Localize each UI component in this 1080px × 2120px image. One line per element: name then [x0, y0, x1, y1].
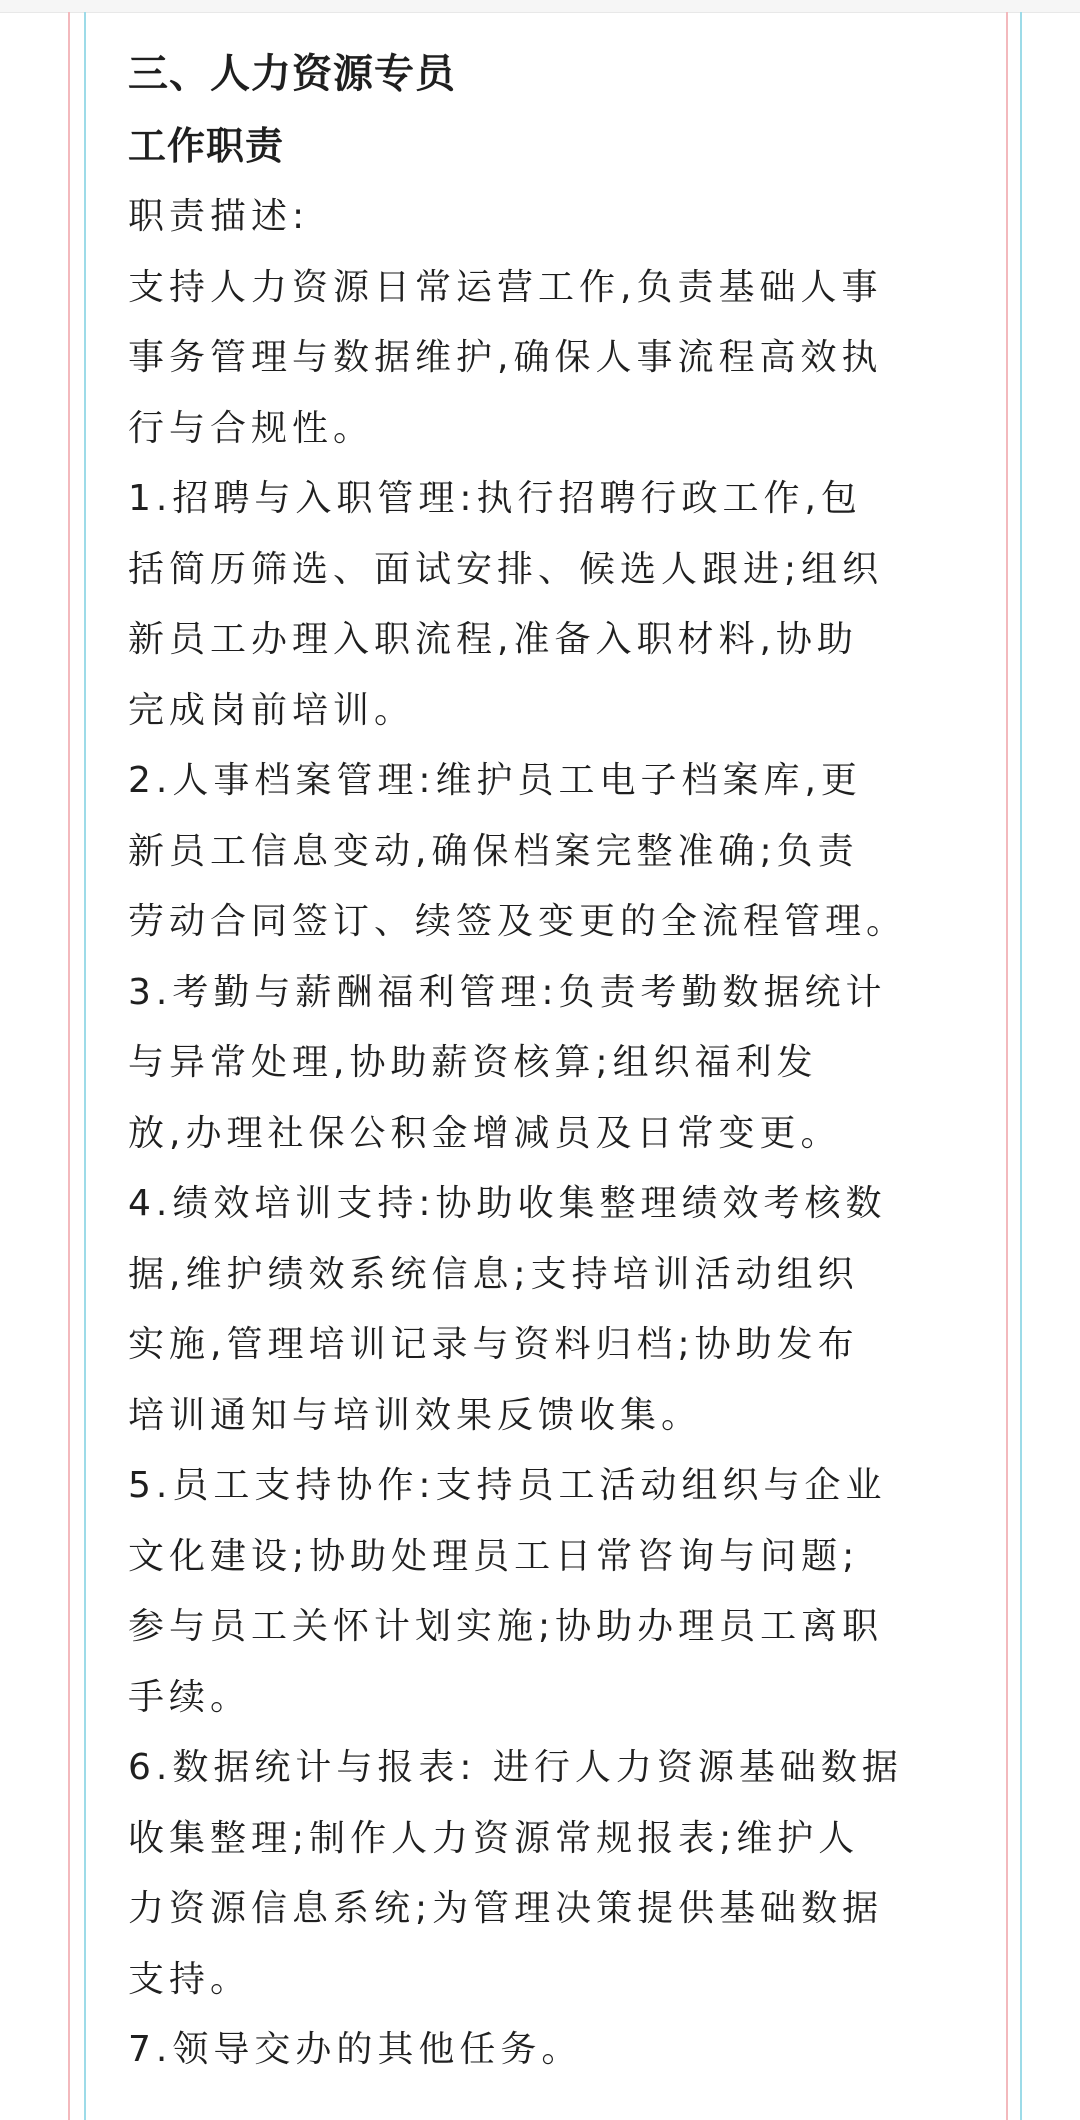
text-line: 与异常处理,协助薪资核算;组织福利发: [128, 1042, 818, 1083]
margin-rule-right-blue: [1020, 12, 1022, 2120]
text-line: 支持人力资源日常运营工作,负责基础人事: [128, 266, 883, 308]
text-line: 7.领导交办的其他任务。: [128, 2029, 583, 2070]
text-line: 括简历筛选、面试安排、候选人跟进;组织: [128, 548, 884, 590]
text-line: 新员工办理入职流程,准备入职材料,协助: [128, 619, 858, 660]
section-heading: 三、人力资源专员: [128, 51, 456, 97]
text-line: 放,办理社保公积金增减员及日常变更。: [128, 1112, 842, 1154]
text-line: 3.考勤与薪酬福利管理:负责考勤数据统计: [128, 971, 887, 1013]
text-line: 事务管理与数据维护,确保人事流程高效执: [128, 337, 883, 378]
text-line: 手续。: [128, 1676, 252, 1718]
text-line: 2.人事档案管理:维护员工电子档案库,更: [128, 760, 862, 801]
text-line: 支持。: [128, 1958, 252, 2000]
text-line: 新员工信息变动,确保档案完整准确;负责: [128, 830, 859, 872]
text-line: 文化建设;协助处理员工日常咨询与问题;: [128, 1535, 860, 1577]
text-line: 6.数据统计与报表: 进行人力资源基础数据: [128, 1747, 903, 1788]
body-lines: [128, 182, 988, 2086]
text-line: 完成岗前培训。: [128, 689, 416, 731]
text-line: 实施,管理培训记录与资料归档;协助发布: [128, 1324, 859, 1365]
document-body: [128, 38, 988, 2098]
text-line: 职责描述:: [128, 196, 310, 237]
section-subheading: 工作职责: [128, 124, 285, 168]
text-line: 劳动合同签订、续签及变更的全流程管理。: [128, 901, 908, 942]
text-line: 4.绩效培训支持:协助收集整理绩效考核数: [128, 1183, 887, 1224]
text-line: 力资源信息系统;为管理决策提供基础数据: [128, 1888, 884, 1929]
text-line: 1.招聘与入职管理:执行招聘行政工作,包: [128, 478, 862, 519]
text-line: 培训通知与培训效果反馈收集。: [128, 1394, 703, 1436]
margin-rule-left-red: [68, 12, 70, 2120]
text-line: 参与员工关怀计划实施;协助办理员工离职: [128, 1606, 884, 1647]
margin-rule-left-blue: [84, 12, 86, 2120]
text-line: 据,维护绩效系统信息;支持培训活动组织: [128, 1253, 859, 1295]
margin-rule-right-red: [1006, 12, 1008, 2120]
text-line: 5.员工支持协作:支持员工活动组织与企业: [128, 1465, 887, 1506]
text-line: 收集整理;制作人力资源常规报表;维护人: [128, 1817, 860, 1859]
top-bar: [0, 0, 1080, 13]
text-line: 行与合规性。: [128, 407, 375, 449]
